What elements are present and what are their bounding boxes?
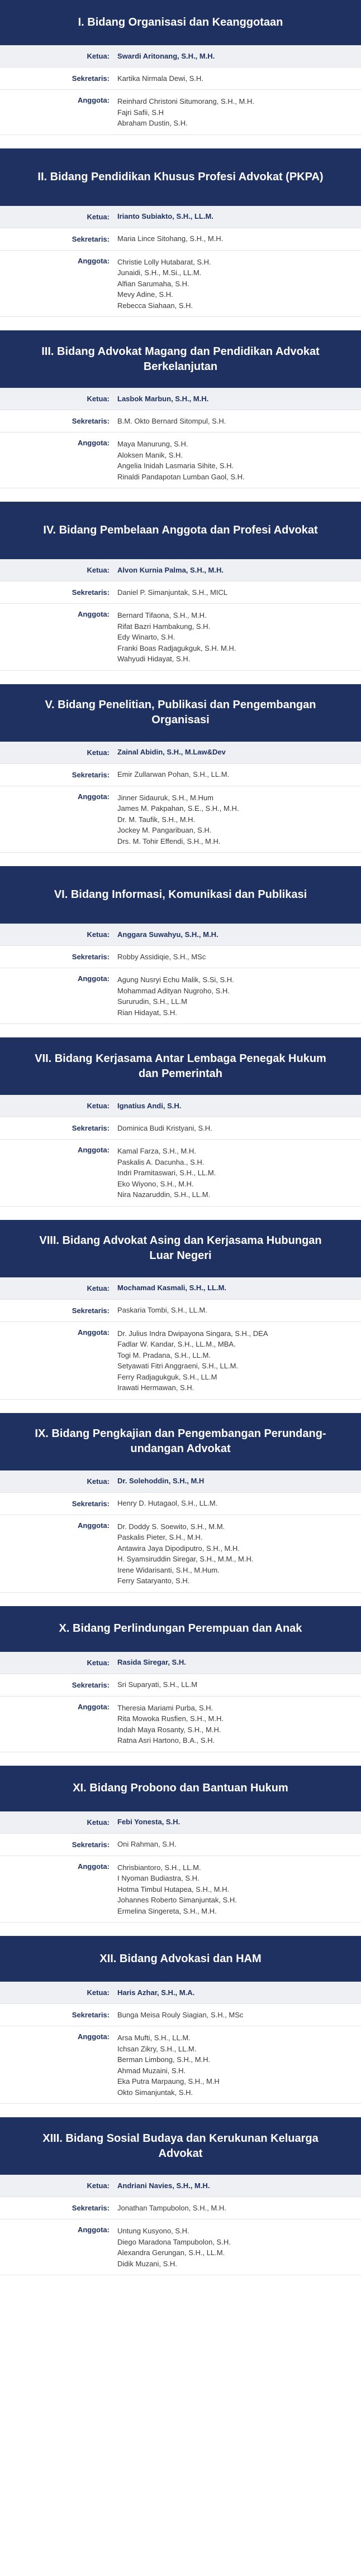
section-title: VI. Bidang Informasi, Komunikasi dan Publikasi (0, 866, 361, 924)
sekretaris-row-label: Sekretaris: (72, 74, 110, 83)
ketua-row (0, 1277, 361, 1300)
sekretaris-row-label: Sekretaris: (72, 1499, 110, 1508)
anggota-name: Rebecca Siahaan, S.H. (117, 301, 193, 310)
committee-section (0, 866, 361, 1024)
anggota-row (0, 786, 361, 853)
ketua-name: Mochamad Kasmali, S.H., LL.M. (117, 1284, 227, 1292)
ketua-row (0, 924, 361, 946)
section-title: IX. Bidang Pengkajian dan Pengembangan Perundang-undangan Advokat (0, 1413, 361, 1470)
section-title: II. Bidang Pendidikan Khusus Profesi Advokat (PKPA) (0, 148, 361, 206)
anggota-name: Irene Widarisanti, S.H., M.Hum. (117, 1565, 220, 1574)
sekretaris-row-label: Sekretaris: (72, 1840, 110, 1849)
anggota-list (117, 96, 254, 129)
ketua-row (0, 206, 361, 228)
ketua-name: Lasbok Marbun, S.H., M.H. (117, 394, 209, 403)
anggota-name: Maya Manurung, S.H. (117, 440, 188, 448)
ketua-row-label: Ketua: (87, 395, 110, 403)
anggota-row-label: Anggota: (77, 1702, 110, 1711)
ketua-name: Irianto Subiakto, S.H., LL.M. (117, 212, 213, 221)
ketua-row-label: Ketua: (87, 1988, 110, 1997)
anggota-name: Arsa Mufti, S.H., LL.M. (117, 2034, 191, 2042)
sekretaris-row-label: Sekretaris: (72, 588, 110, 597)
ketua-row (0, 45, 361, 68)
anggota-row (0, 604, 361, 671)
anggota-row (0, 1515, 361, 1593)
committee-section (0, 0, 361, 135)
sekretaris-row-label: Sekretaris: (72, 770, 110, 779)
sekretaris-row (0, 1834, 361, 1856)
ketua-row-label: Ketua: (87, 1477, 110, 1486)
sekretaris-row (0, 2197, 361, 2219)
committee-section (0, 148, 361, 318)
anggota-row (0, 2219, 361, 2275)
ketua-row-label: Ketua: (87, 52, 110, 60)
sekretaris-row-label: Sekretaris: (72, 234, 110, 243)
anggota-row (0, 968, 361, 1024)
anggota-name: Mohammad Adityan Nugroho, S.H. (117, 986, 230, 995)
anggota-name: Alexandra Gerungan, S.H., LL.M. (117, 2248, 225, 2257)
sekretaris-row-label: Sekretaris: (72, 2011, 110, 2019)
anggota-name: Rita Mowoka Rusfien, S.H., M.H. (117, 1714, 224, 1723)
anggota-name: Nira Nazaruddin, S.H., LL.M. (117, 1190, 211, 1199)
anggota-list (117, 610, 236, 665)
anggota-list (117, 792, 239, 847)
committee-section (0, 502, 361, 671)
ketua-row-label: Ketua: (87, 1102, 110, 1110)
anggota-name: Jockey M. Pangaribuan, S.H. (117, 826, 212, 834)
anggota-name: Ferry Radjagukguk, S.H., LL.M (117, 1372, 217, 1381)
anggota-name: Theresia Mariami Purba, S.H. (117, 1703, 213, 1712)
anggota-name: Aloksen Manik, S.H. (117, 450, 183, 459)
committee-section (0, 1606, 361, 1752)
anggota-row-label: Anggota: (77, 439, 110, 447)
sekretaris-name: Paskaria Tombi, S.H., LL.M. (117, 1306, 207, 1315)
anggota-name: Fadlar W. Kandar, S.H., LL.M., MBA. (117, 1340, 236, 1348)
ketua-row (0, 1652, 361, 1674)
anggota-name: Fajri Safii, S.H (117, 108, 164, 117)
anggota-row (0, 1322, 361, 1400)
anggota-list (117, 974, 234, 1018)
anggota-name: Kamal Farza, S.H., M.H. (117, 1147, 196, 1155)
ketua-row (0, 2175, 361, 2197)
anggota-name: Ermelina Singereta, S.H., M.H. (117, 1906, 217, 1915)
ketua-name: Anggara Suwahyu, S.H., M.H. (117, 930, 218, 939)
anggota-row-label: Anggota: (77, 1328, 110, 1337)
anggota-list (117, 2032, 220, 2098)
sekretaris-name: Bunga Meisa Rouly Siagian, S.H., MSc (117, 2010, 244, 2019)
anggota-row-label: Anggota: (77, 974, 110, 983)
anggota-name: Ahmad Muzaini, S.H. (117, 2066, 186, 2075)
ketua-row-label: Ketua: (87, 566, 110, 574)
sekretaris-name: Jonathan Tampubolon, S.H., M.H. (117, 2203, 226, 2212)
anggota-list (117, 1146, 216, 1200)
sekretaris-row-label: Sekretaris: (72, 2204, 110, 2212)
anggota-name: Drs. M. Tohir Effendi, S.H., M.H. (117, 837, 221, 845)
ketua-name: Andriani Navies, S.H., M.H. (117, 2181, 210, 2190)
ketua-name: Zainal Abidin, S.H., M.Law&Dev (117, 748, 226, 757)
anggota-list (117, 439, 245, 482)
committee-section (0, 1037, 361, 1207)
anggota-name: Mevy Adine, S.H. (117, 290, 173, 299)
anggota-row (0, 1140, 361, 1207)
anggota-name: Dr. Julius Indra Dwipayona Singara, S.H., DEA (117, 1329, 268, 1338)
anggota-name: I Nyoman Budiastra, S.H. (117, 1874, 200, 1882)
committee-section (0, 1220, 361, 1400)
ketua-row (0, 559, 361, 581)
committee-section (0, 684, 361, 853)
anggota-list (117, 2226, 231, 2269)
sekretaris-row (0, 1493, 361, 1515)
sekretaris-name: Maria Lince Sitohang, S.H., M.H. (117, 234, 224, 243)
ketua-row-label: Ketua: (87, 2181, 110, 2190)
committee-section (0, 2117, 361, 2275)
ketua-row-label: Ketua: (87, 930, 110, 939)
sekretaris-row-label: Sekretaris: (72, 953, 110, 961)
sekretaris-name: Emir Zullarwan Pohan, S.H., LL.M. (117, 770, 230, 779)
anggota-name: H. Syamsiruddin Siregar, S.H., M.M., M.H. (117, 1555, 254, 1563)
anggota-name: Okto Simanjuntak, S.H. (117, 2088, 193, 2097)
anggota-name: Christie Lolly Hutabarat, S.H. (117, 257, 211, 266)
anggota-row-label: Anggota: (77, 1521, 110, 1530)
anggota-row-label: Anggota: (77, 2226, 110, 2234)
anggota-name: Junaidi, S.H., M.Si., LL.M. (117, 268, 202, 277)
anggota-row (0, 2026, 361, 2104)
ketua-name: Ignatius Andi, S.H. (117, 1101, 182, 1110)
sekretaris-row (0, 68, 361, 90)
ketua-name: Haris Azhar, S.H., M.A. (117, 1988, 195, 1997)
anggota-name: Reinhard Christoni Situmorang, S.H., M.H. (117, 97, 254, 105)
anggota-name: Indah Maya Rosanty, S.H., M.H. (117, 1725, 221, 1734)
anggota-name: Hotma Timbul Hutapea, S.H., M.H. (117, 1885, 230, 1893)
anggota-name: Franki Boas Radjagukguk, S.H. M.H. (117, 643, 236, 652)
ketua-row-label: Ketua: (87, 1818, 110, 1827)
anggota-name: Ichsan Zikry, S.H., LL.M. (117, 2044, 197, 2053)
anggota-name: Eko Wiyono, S.H., M.H. (117, 1179, 194, 1188)
anggota-name: Paskalis Pieter, S.H., M.H. (117, 1533, 203, 1541)
sekretaris-row (0, 2004, 361, 2026)
sekretaris-name: B.M. Okto Bernard Sitompul, S.H. (117, 416, 226, 425)
anggota-name: Eka Putra Marpaung, S.H., M.H (117, 2077, 220, 2085)
sekretaris-name: Henry D. Hutagaol, S.H., LL.M. (117, 1499, 218, 1508)
ketua-name: Dr. Solehoddin, S.H., M.H (117, 1477, 205, 1486)
ketua-row-label: Ketua: (87, 748, 110, 757)
anggota-name: Chrisbiantoro, S.H., LL.M. (117, 1863, 201, 1872)
sekretaris-name: Oni Rahman, S.H. (117, 1840, 177, 1849)
ketua-row (0, 388, 361, 410)
sekretaris-row (0, 946, 361, 968)
sekretaris-row-label: Sekretaris: (72, 1124, 110, 1132)
anggota-name: Berman Limbong, S.H., M.H. (117, 2055, 211, 2064)
sekretaris-name: Sri Suparyati, S.H., LL.M (117, 1680, 198, 1689)
section-title: X. Bidang Perlindungan Perempuan dan Anak (0, 1606, 361, 1652)
anggota-row-label: Anggota: (77, 96, 110, 104)
anggota-row-label: Anggota: (77, 2032, 110, 2041)
anggota-row-label: Anggota: (77, 792, 110, 801)
anggota-name: Rifat Bazri Hambakung, S.H. (117, 622, 211, 631)
section-title: XIII. Bidang Sosial Budaya dan Kerukunan Keluarga Advokat (0, 2117, 361, 2175)
anggota-name: Edy Winarto, S.H. (117, 633, 175, 641)
anggota-name: Johannes Roberto Simanjuntak, S.H. (117, 1896, 237, 1904)
ketua-name: Febi Yonesta, S.H. (117, 1818, 180, 1827)
committee-section (0, 1413, 361, 1593)
ketua-row-label: Ketua: (87, 212, 110, 221)
anggota-name: Abraham Dustin, S.H. (117, 119, 188, 127)
anggota-row (0, 1856, 361, 1923)
sekretaris-name: Daniel P. Simanjuntak, S.H., MICL (117, 588, 228, 597)
ketua-row (0, 1982, 361, 2004)
section-title: V. Bidang Penelitian, Publikasi dan Pengembangan Organisasi (0, 684, 361, 742)
sekretaris-row (0, 764, 361, 786)
anggota-name: Togi M. Pradana, S.H., LL.M. (117, 1351, 211, 1359)
anggota-row-label: Anggota: (77, 1862, 110, 1871)
ketua-name: Alvon Kurnia Palma, S.H., M.H. (117, 565, 224, 574)
ketua-row-label: Ketua: (87, 1284, 110, 1292)
anggota-row-label: Anggota: (77, 256, 110, 265)
section-title: VII. Bidang Kerjasama Antar Lembaga Penegak Hukum dan Pemerintah (0, 1037, 361, 1095)
anggota-name: Wahyudi Hidayat, S.H. (117, 655, 191, 663)
anggota-name: Sururudin, S.H., LL.M (117, 997, 187, 1006)
anggota-name: Untung Kusyono, S.H. (117, 2227, 189, 2235)
anggota-name: Rian Hidayat, S.H. (117, 1008, 177, 1017)
sekretaris-name: Dominica Budi Kristyani, S.H. (117, 1123, 212, 1132)
anggota-list (117, 257, 211, 311)
anggota-name: Alfian Sarumaha, S.H. (117, 279, 189, 288)
sekretaris-row (0, 228, 361, 251)
sekretaris-name: Robby Assidiqie, S.H., MSc (117, 952, 206, 961)
anggota-name: Angelia Inidah Lasmaria Sihite, S.H. (117, 462, 234, 470)
anggota-name: Didik Muzani, S.H. (117, 2259, 177, 2268)
anggota-name: Jinner Sidauruk, S.H., M.Hum (117, 793, 213, 802)
anggota-list (117, 1703, 224, 1746)
section-title: III. Bidang Advokat Magang dan Pendidikan Advokat Berkelanjutan (0, 330, 361, 388)
anggota-name: Ferry Sataryanto, S.H. (117, 1577, 190, 1585)
section-title: VIII. Bidang Advokat Asing dan Kerjasama Hubungan Luar Negeri (0, 1220, 361, 1277)
sekretaris-row (0, 1300, 361, 1322)
sekretaris-row-label: Sekretaris: (72, 417, 110, 425)
anggota-name: Dr. Doddy S. Soewito, S.H., M.M. (117, 1522, 225, 1531)
anggota-list (117, 1521, 253, 1587)
section-title: XI. Bidang Probono dan Bantuan Hukum (0, 1766, 361, 1811)
anggota-name: Indri Pramitaswari, S.H., LL.M. (117, 1169, 216, 1177)
committee-section (0, 1936, 361, 2104)
anggota-list (117, 1862, 237, 1917)
ketua-row-label: Ketua: (87, 1658, 110, 1667)
anggota-name: Rinaldi Pandapotan Lumban Gaol, S.H. (117, 472, 245, 481)
anggota-name: Bernard Tifaona, S.H., M.H. (117, 611, 207, 619)
ketua-row (0, 1470, 361, 1493)
section-title: I. Bidang Organisasi dan Keanggotaan (0, 0, 361, 45)
anggota-name: Setyawati Fitri Anggraeni, S.H., LL.M. (117, 1362, 239, 1370)
sekretaris-row-label: Sekretaris: (72, 1680, 110, 1689)
sekretaris-row (0, 581, 361, 604)
anggota-name: Ratna Asri Hartono, B.A., S.H. (117, 1736, 215, 1744)
anggota-row (0, 1696, 361, 1752)
committee-section (0, 330, 361, 488)
anggota-row (0, 90, 361, 135)
anggota-row (0, 432, 361, 488)
anggota-name: Paskalis A. Dacunha., S.H. (117, 1157, 205, 1166)
committee-section (0, 1766, 361, 1923)
anggota-name: James M. Pakpahan, S.E., S.H., M.H. (117, 804, 239, 813)
section-title: IV. Bidang Pembelaan Anggota dan Profesi Advokat (0, 502, 361, 559)
sekretaris-row (0, 1674, 361, 1696)
anggota-name: Antawira Jaya Dipodiputro, S.H., M.H. (117, 1544, 240, 1553)
anggota-row (0, 251, 361, 318)
anggota-name: Irawati Hermawan, S.H. (117, 1383, 194, 1392)
anggota-name: Diego Maradona Tampubolon, S.H. (117, 2237, 231, 2246)
sekretaris-row (0, 410, 361, 432)
ketua-row (0, 1095, 361, 1117)
section-title: XII. Bidang Advokasi dan HAM (0, 1936, 361, 1982)
anggota-row-label: Anggota: (77, 610, 110, 618)
ketua-name: Swardi Aritonang, S.H., M.H. (117, 51, 215, 60)
ketua-name: Rasida Siregar, S.H. (117, 1658, 186, 1667)
sekretaris-name: Kartika Nirmala Dewi, S.H. (117, 74, 203, 83)
anggota-row-label: Anggota: (77, 1146, 110, 1154)
anggota-name: Agung Nusryi Echu Malik, S.Si, S.H. (117, 975, 234, 984)
ketua-row (0, 742, 361, 764)
sekretaris-row (0, 1117, 361, 1140)
ketua-row (0, 1811, 361, 1834)
sekretaris-row-label: Sekretaris: (72, 1306, 110, 1315)
anggota-name: Dr. M. Taufik, S.H., M.H. (117, 815, 196, 824)
anggota-list (117, 1328, 268, 1393)
